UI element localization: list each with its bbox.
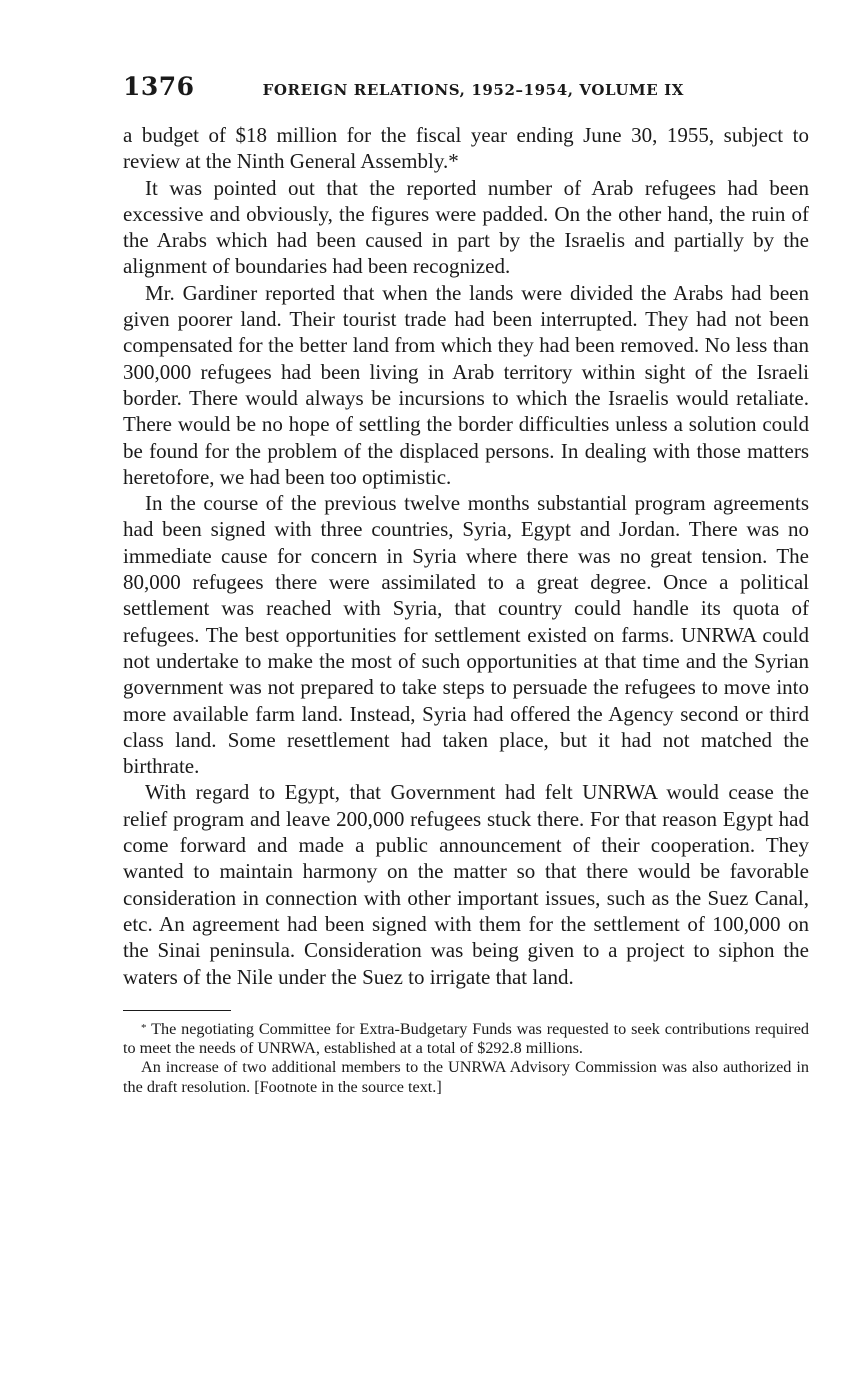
footnote-2: An increase of two additional members to the UNRWA Advisory Commission was also authorized in the draft resolution. [Footnote in the source text.] bbox=[123, 1058, 809, 1096]
footnote-divider bbox=[123, 1010, 231, 1011]
running-head bbox=[123, 72, 809, 112]
page-content bbox=[123, 72, 809, 1097]
footnote-marker: * bbox=[141, 1021, 147, 1034]
page-number: 1376 bbox=[123, 72, 195, 101]
paragraph-1: a budget of $18 million for the fiscal year ending June 30, 1955, subject to review at the Ninth General Assembly.* bbox=[123, 123, 809, 174]
footnote-1 bbox=[123, 1019, 809, 1059]
footnotes bbox=[123, 1019, 809, 1097]
volume-title: FOREIGN RELATIONS, 1952–1954, VOLUME IX bbox=[262, 81, 684, 99]
paragraph-2: It was pointed out that the reported number of Arab refugees had been excessive and obviously, the figures were padded. On the other hand, the ruin of the Arabs which had been caused in part by the Israelis and partially by the alignment of boundaries had been recognized. bbox=[123, 175, 809, 279]
footnote-1-text: The negotiating Committee for Extra-Budgetary Funds was requested to seek contributions required to meet the needs of UNRWA, established at a total of $292.8 millions. bbox=[123, 1019, 809, 1058]
paragraph-3: Mr. Gardiner reported that when the lands were divided the Arabs had been given poorer land. Their tourist trade had been interrupted. They had not been compensated for the better land from which they had been removed. No less than 300,000 refugees had been living in Arab territory within sight of the Israeli border. There would always be incursions to which the Israelis would retaliate. There would be no hope of settling the border difficulties unless a solution could be found for the problem of the displaced persons. In dealing with those matters heretofore, we had been too optimistic. bbox=[123, 280, 809, 489]
body-text bbox=[123, 122, 809, 990]
paragraph-5: With regard to Egypt, that Government had felt UNRWA would cease the relief program and leave 200,000 refugees stuck there. For that reason Egypt had come forward and made a public announcement of their cooperation. They wanted to maintain harmony on the matter so that there would be favorable consideration in connection with other important issues, such as the Suez Canal, etc. An agreement had been signed with them for the settlement of 100,000 on the Sinai peninsula. Consideration was being given to a project to siphon the waters of the Nile under the Suez to irrigate that land. bbox=[123, 780, 809, 989]
paragraph-4: In the course of the previous twelve months substantial program agreements had been signed with three countries, Syria, Egypt and Jordan. There was no immediate cause for concern in Syria where there was no great tension. The 80,000 refugees there were assimilated to a great degree. Once a political settlement was reached with Syria, that country could handle its quota of refugees. The best opportunities for settlement existed on farms. UNRWA could not undertake to make the most of such opportunities at that time and the Syrian government was not prepared to take steps to persuade the refugees to move into more available farm land. Instead, Syria had offered the Agency second or third class land. Some resettlement had taken place, but it had not matched the birthrate. bbox=[123, 491, 809, 779]
